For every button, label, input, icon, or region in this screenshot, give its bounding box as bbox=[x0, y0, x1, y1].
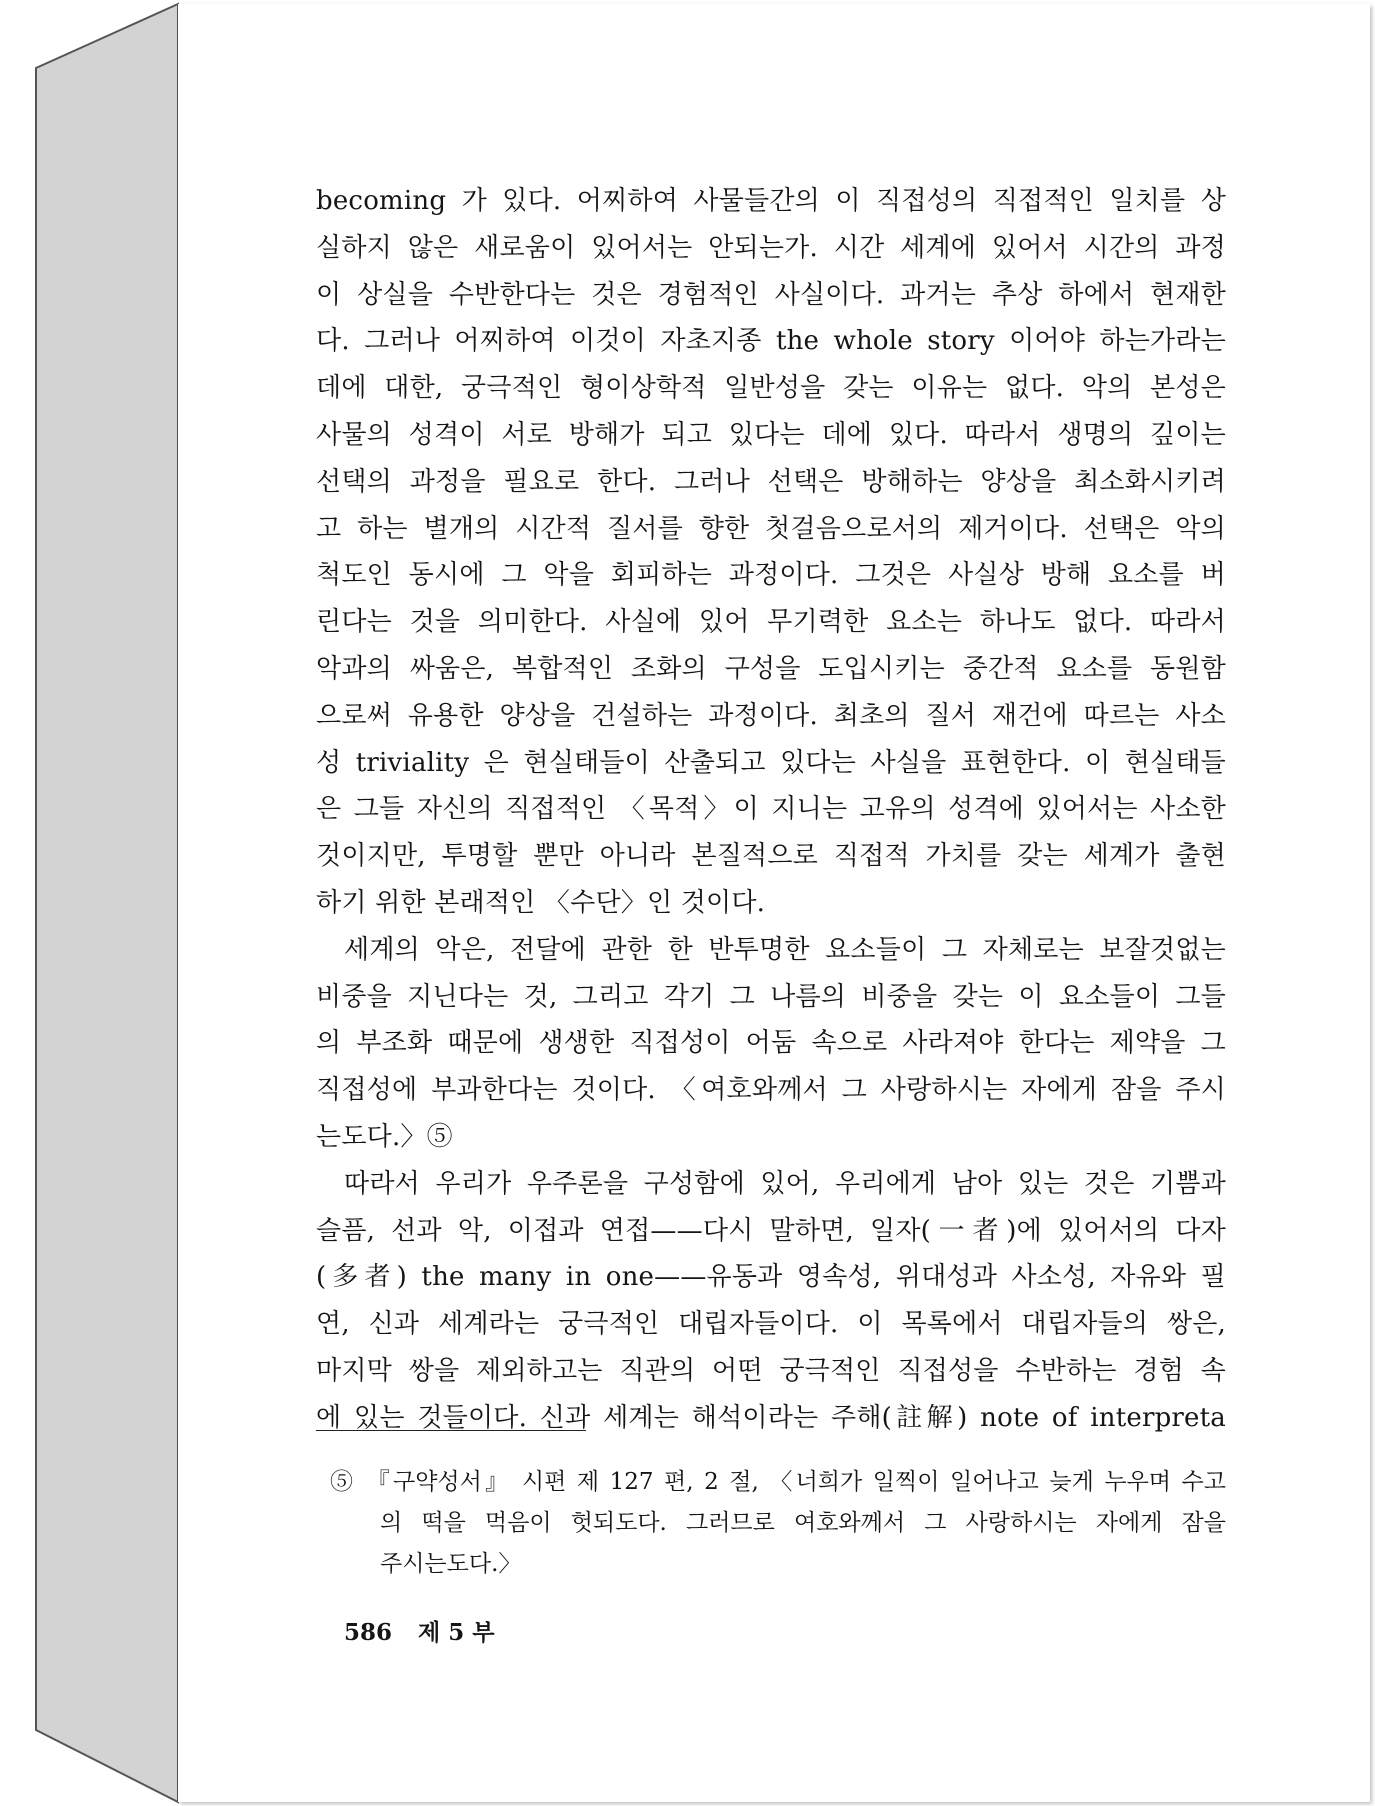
body-line: 데에 대한, 궁극적인 형이상학적 일반성을 갖는 이유는 없다. 악의 본성은 bbox=[316, 373, 1226, 404]
body-line: 악과의 싸움은, 복합적인 조화의 구성을 도입시키는 중간적 요소를 동원함 bbox=[316, 653, 1226, 684]
footnote-line: 주시는도다.〉 bbox=[380, 1551, 522, 1577]
footnote-line: 의 떡을 먹음이 헛되도다. 그러므로 여호와께서 그 사랑하시는 자에게 잠을 bbox=[380, 1510, 1226, 1536]
body-text bbox=[316, 178, 1226, 1442]
body-line: 의 부조화 때문에 생생한 직접성이 어둠 속으로 사라져야 한다는 제약을 그 bbox=[316, 1028, 1226, 1059]
footnote-rule bbox=[316, 1430, 586, 1431]
body-line: 사물의 성격이 서로 방해가 되고 있다는 데에 있다. 따라서 생명의 깊이는 bbox=[316, 419, 1226, 450]
body-line: 세계의 악은, 전달에 관한 한 반투명한 요소들이 그 자체로는 보잘것없는 bbox=[344, 934, 1226, 965]
page-footer bbox=[344, 1614, 513, 1647]
body-line: 비중을 지닌다는 것, 그리고 각기 그 나름의 비중을 갖는 이 요소들이 그들 bbox=[316, 981, 1226, 1012]
body-line: 성 triviality 은 현실태들이 산출되고 있다는 사실을 표현한다. 이 현실태들 bbox=[316, 747, 1226, 778]
body-line: 은 그들 자신의 직접적인 〈목적〉이 지니는 고유의 성격에 있어서는 사소한 bbox=[316, 794, 1226, 825]
body-line: 마지막 쌍을 제외하고는 직관의 어떤 궁극적인 직접성을 수반하는 경험 속 bbox=[316, 1355, 1226, 1386]
body-line: 따라서 우리가 우주론을 구성함에 있어, 우리에게 남아 있는 것은 기쁨과 bbox=[344, 1168, 1226, 1199]
body-line: 것이지만, 투명할 뿐만 아니라 본질적으로 직접적 가치를 갖는 세계가 출현 bbox=[316, 841, 1226, 872]
body-line: becoming 가 있다. 어찌하여 사물들간의 이 직접성의 직접적인 일치를 상 bbox=[316, 186, 1226, 216]
book-spine-face bbox=[36, 4, 178, 1802]
body-line: 하기 위한 본래적인 〈수단〉인 것이다. bbox=[316, 887, 766, 918]
body-line: 직접성에 부과한다는 것이다. 〈여호와께서 그 사랑하시는 자에게 잠을 주시 bbox=[316, 1075, 1226, 1106]
body-line: 린다는 것을 의미한다. 사실에 있어 무기력한 요소는 하나도 없다. 따라서 bbox=[316, 607, 1226, 638]
body-line: 연, 신과 세계라는 궁극적인 대립자들이다. 이 목록에서 대립자들의 쌍은, bbox=[316, 1309, 1226, 1340]
body-line: 고 하는 별개의 시간적 질서를 향한 첫걸음으로서의 제거이다. 선택은 악의 bbox=[316, 513, 1226, 544]
part-label: 제 5 부 bbox=[418, 1619, 495, 1646]
body-line: 슬픔, 선과 악, 이접과 연접——다시 말하면, 일자(一者)에 있어서의 다자 bbox=[316, 1215, 1226, 1246]
footnotes bbox=[330, 1462, 1226, 1585]
body-line: 척도인 동시에 그 악을 회피하는 과정이다. 그것은 사실상 방해 요소를 버 bbox=[316, 560, 1226, 591]
footnote-line: ⑤ 『구약성서』 시편 제 127 편, 2 절, 〈너희가 일찍이 일어나고 늦게 누우며 수고 bbox=[330, 1469, 1226, 1495]
body-line: 에 있는 것들이다. 신과 세계는 해석이라는 주해(註解) note of interpreta bbox=[316, 1402, 1226, 1433]
page-number: 586 bbox=[344, 1619, 393, 1646]
body-line: 이 상실을 수반한다는 것은 경험적인 사실이다. 과거는 추상 하에서 현재한 bbox=[316, 279, 1226, 310]
body-line: (多者) the many in one——유동과 영속성, 위대성과 사소성, 자유와 필 bbox=[316, 1262, 1226, 1293]
body-line: 선택의 과정을 필요로 한다. 그러나 선택은 방해하는 양상을 최소화시키려 bbox=[316, 466, 1226, 497]
body-line: 실하지 않은 새로움이 있어서는 안되는가. 시간 세계에 있어서 시간의 과정 bbox=[316, 232, 1226, 263]
body-line: 다. 그러나 어찌하여 이것이 자초지종 the whole story 이어야 하는가라는 bbox=[316, 326, 1226, 357]
body-line: 으로써 유용한 양상을 건설하는 과정이다. 최초의 질서 재건에 따르는 사소 bbox=[316, 700, 1226, 731]
body-line: 는도다.〉⑤ bbox=[316, 1121, 453, 1152]
